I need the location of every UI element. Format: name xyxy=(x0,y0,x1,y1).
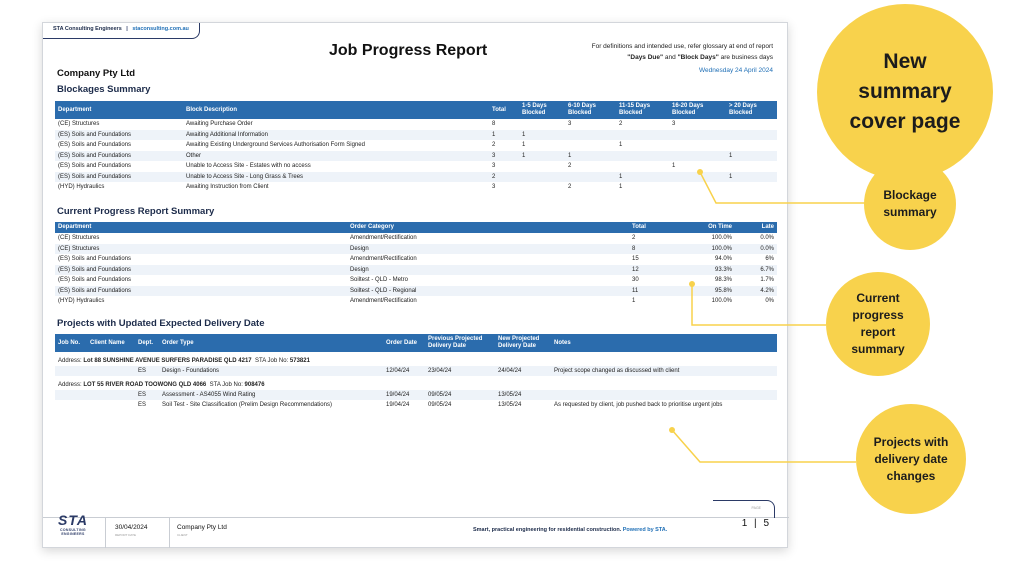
report-footer xyxy=(43,506,789,547)
table-cell: 2 xyxy=(632,235,636,242)
table-cell: 95.8% xyxy=(685,286,735,297)
table-cell: Other xyxy=(183,151,489,162)
footer-company: Company Pty Ltd xyxy=(177,524,227,531)
table-cell xyxy=(726,161,777,172)
blockages-title: Blockages Summary xyxy=(57,84,151,95)
table-cell: 19/04/24 xyxy=(386,402,410,408)
table-row xyxy=(55,296,777,307)
table-cell: 1 xyxy=(619,184,623,191)
table-cell: (HYD) Hydraulics xyxy=(58,298,105,305)
table-cell: 100.0% xyxy=(685,244,735,255)
table-cell: 98.3% xyxy=(714,277,732,284)
table-cell: Design xyxy=(347,244,629,255)
table-cell: 30 xyxy=(632,277,639,284)
table-cell: 2 xyxy=(568,163,572,170)
column-header: Order Date xyxy=(383,334,425,352)
table-cell: 3 xyxy=(492,184,496,191)
blockages-header-row xyxy=(55,101,777,119)
page-current: 1 xyxy=(741,518,750,529)
footer-company-label: CLIENT xyxy=(177,533,188,537)
table-cell: 6% xyxy=(765,256,774,263)
address-value: Lot 88 SUNSHINE AVENUE SURFERS PARADISE QLD 4217 xyxy=(83,358,252,364)
table-cell: 1 xyxy=(489,130,519,141)
table-cell: (ES) Soils and Foundations xyxy=(55,286,347,297)
table-cell: Awaiting Instruction from Client xyxy=(186,184,269,191)
blockage-summary-callout xyxy=(864,158,956,250)
table-cell: Design - Foundations xyxy=(159,366,383,376)
glossary-tail: are business days xyxy=(720,54,773,61)
table-cell: 13/05/24 xyxy=(495,390,551,400)
glossary-block-days: "Block Days" xyxy=(677,54,719,61)
table-cell xyxy=(55,390,87,400)
table-cell: (HYD) Hydraulics xyxy=(58,184,105,191)
table-cell: 2 xyxy=(619,121,623,128)
projects-header-row xyxy=(55,334,777,352)
glossary-line-1: For definitions and intended use, refer glossary at end of report xyxy=(591,43,773,50)
table-cell: Design xyxy=(347,265,629,276)
glossary-days-due: "Days Due" xyxy=(627,54,664,61)
column-header: Total xyxy=(629,222,685,233)
column-header: Job No. xyxy=(55,334,87,352)
table-cell: 09/05/24 xyxy=(428,402,452,408)
table-cell: (CE) Structures xyxy=(58,121,100,128)
firm-tag xyxy=(43,23,200,39)
table-cell xyxy=(669,182,726,193)
progress-title: Current Progress Report Summary xyxy=(57,206,215,217)
table-cell: 0% xyxy=(765,298,774,305)
table-cell: 1 xyxy=(726,151,777,162)
table-row xyxy=(55,265,777,276)
project-row xyxy=(55,366,777,376)
table-cell xyxy=(565,140,616,151)
table-cell: 12 xyxy=(629,265,685,276)
table-row xyxy=(55,286,777,297)
blockages-body xyxy=(55,119,777,193)
table-row xyxy=(55,182,777,193)
table-cell: 8 xyxy=(629,244,685,255)
table-cell: 19/04/24 xyxy=(383,390,425,400)
table-cell: Unable to Access Site - Long Grass & Trees xyxy=(183,172,489,183)
report-title: Job Progress Report xyxy=(329,42,488,59)
table-cell: ES xyxy=(135,366,159,376)
powered-by-text: Powered by STA. xyxy=(622,527,668,533)
table-cell: 15 xyxy=(632,256,639,263)
table-cell xyxy=(726,140,777,151)
table-cell xyxy=(726,119,777,130)
address-label: Address: xyxy=(58,382,82,388)
table-cell xyxy=(616,151,669,162)
table-cell: 1 xyxy=(616,172,669,183)
table-cell xyxy=(519,182,565,193)
table-cell: 6.7% xyxy=(735,265,777,276)
column-header: 16-20 Days Blocked xyxy=(669,101,726,119)
column-header: Department xyxy=(55,222,347,233)
table-cell: 1 xyxy=(672,163,676,170)
projects-table xyxy=(55,334,777,410)
table-row xyxy=(55,130,777,141)
table-cell: 12/04/24 xyxy=(383,366,425,376)
table-cell: 100.0% xyxy=(711,235,732,242)
column-header: Previous Projected Delivery Date xyxy=(425,334,495,352)
table-cell: 3 xyxy=(672,121,676,128)
progress-table xyxy=(55,222,777,307)
table-cell: Assessment - AS4055 Wind Rating xyxy=(159,390,383,400)
table-cell xyxy=(565,172,616,183)
table-row xyxy=(55,140,777,151)
page-total: 5 xyxy=(763,518,771,529)
blockages-table xyxy=(55,101,777,193)
table-cell: 94.0% xyxy=(714,256,732,263)
table-cell: 1 xyxy=(726,172,777,183)
table-cell: 23/04/24 xyxy=(425,366,495,376)
logo-text: STA xyxy=(58,512,88,528)
footer-date: 30/04/2024 xyxy=(115,524,148,531)
job-no-label: STA Job No: xyxy=(209,382,243,388)
table-cell: Soil Test - Site Classification (Prelim Design Recommendations) xyxy=(162,402,332,408)
table-cell: Project scope changed as discussed with client xyxy=(551,366,777,376)
table-cell xyxy=(669,130,726,141)
page-separator: | xyxy=(754,518,759,529)
table-cell: 8 xyxy=(492,121,496,128)
column-header: Notes xyxy=(551,334,777,352)
column-header: 6-10 Days Blocked xyxy=(565,101,616,119)
table-cell: Soiltest - QLD - Metro xyxy=(350,277,409,284)
table-cell: 1 xyxy=(522,142,526,149)
job-no-value: 908476 xyxy=(244,382,265,388)
table-cell xyxy=(726,182,777,193)
new-summary-callout-text: New summary cover page xyxy=(849,50,961,133)
delivery-changes-callout xyxy=(856,404,966,514)
table-cell: 3 xyxy=(489,151,519,162)
progress-body xyxy=(55,233,777,307)
table-cell: 1 xyxy=(565,151,616,162)
column-header: Department xyxy=(55,101,183,119)
table-cell: Awaiting Purchase Order xyxy=(186,121,253,128)
table-cell xyxy=(669,151,726,162)
column-header: > 20 Days Blocked xyxy=(726,101,777,119)
table-cell: ES xyxy=(138,402,147,408)
table-cell: Awaiting Additional Information xyxy=(183,130,489,141)
address-cell xyxy=(55,352,777,366)
table-cell: 1 xyxy=(619,142,623,149)
column-header: On Time xyxy=(685,222,735,233)
projects-body xyxy=(55,352,777,410)
progress-header-row xyxy=(55,222,777,233)
table-cell: 24/04/24 xyxy=(495,366,551,376)
table-cell xyxy=(551,390,777,400)
table-cell: 2 xyxy=(492,142,496,149)
table-row xyxy=(55,151,777,162)
table-cell: Awaiting Existing Underground Services Authorisation Form Signed xyxy=(186,142,365,149)
footer-tagline xyxy=(473,527,667,533)
address-row xyxy=(55,376,777,390)
table-cell: 09/05/24 xyxy=(425,390,495,400)
table-row xyxy=(55,119,777,130)
table-cell xyxy=(87,366,135,376)
footer-date-label: REPORT DATE xyxy=(115,533,137,537)
table-cell: (ES) Soils and Foundations xyxy=(55,172,183,183)
table-cell xyxy=(519,172,565,183)
column-header: New Projected Delivery Date xyxy=(495,334,551,352)
column-header: 1-5 Days Blocked xyxy=(519,101,565,119)
table-cell: Amendment/Rectification xyxy=(350,235,417,242)
table-cell xyxy=(519,119,565,130)
projects-title: Projects with Updated Expected Delivery Date xyxy=(57,318,265,329)
table-cell: 1 xyxy=(632,298,636,305)
table-cell: (ES) Soils and Foundations xyxy=(58,163,132,170)
table-cell: 1 xyxy=(519,130,565,141)
table-row xyxy=(55,244,777,255)
column-header: Order Type xyxy=(159,334,383,352)
new-summary-callout xyxy=(817,4,993,180)
job-no-label: STA Job No: xyxy=(254,358,289,364)
project-row xyxy=(55,390,777,400)
table-cell: 3 xyxy=(568,121,572,128)
table-cell: As requested by client, job pushed back to prioritise urgent jobs xyxy=(554,402,723,408)
footer-corner-frame xyxy=(713,500,775,518)
column-header: Dept. xyxy=(135,334,159,352)
table-cell xyxy=(669,172,726,183)
table-cell: (ES) Soils and Foundations xyxy=(55,265,347,276)
table-cell xyxy=(519,161,565,172)
column-header: Order Category xyxy=(347,222,629,233)
table-cell: Amendment/Rectification xyxy=(350,256,417,263)
blockage-callout-text: Blockage summary xyxy=(883,188,937,219)
table-cell: 2 xyxy=(489,172,519,183)
firm-website-link[interactable]: staconsulting.com.au xyxy=(132,26,189,32)
table-cell: ES xyxy=(135,390,159,400)
table-cell xyxy=(87,390,135,400)
report-page xyxy=(42,22,788,548)
table-cell: (ES) Soils and Foundations xyxy=(55,130,183,141)
page-label: PAGE xyxy=(751,506,761,510)
table-cell xyxy=(565,130,616,141)
job-no-value: 573821 xyxy=(289,358,310,364)
table-cell: (ES) Soils and Foundations xyxy=(58,256,132,263)
table-cell xyxy=(726,130,777,141)
table-cell: (ES) Soils and Foundations xyxy=(55,151,183,162)
table-cell: 11 xyxy=(629,286,685,297)
table-cell: 3 xyxy=(492,163,496,170)
table-cell: 4.2% xyxy=(735,286,777,297)
table-row xyxy=(55,172,777,183)
glossary-and: and xyxy=(664,54,676,61)
sta-logo xyxy=(55,512,91,536)
footer-divider xyxy=(105,518,106,548)
column-header: Late xyxy=(735,222,777,233)
report-date: Wednesday 24 April 2024 xyxy=(699,67,773,74)
table-cell: (CE) Structures xyxy=(55,244,347,255)
table-row xyxy=(55,254,777,265)
table-cell: Unable to Access Site - Estates with no access xyxy=(186,163,311,170)
address-label: Address: xyxy=(58,358,82,364)
page-number xyxy=(742,518,771,529)
table-cell xyxy=(87,400,135,410)
table-cell: (ES) Soils and Foundations xyxy=(58,277,132,284)
address-row xyxy=(55,352,777,366)
table-cell xyxy=(669,140,726,151)
table-cell: (CE) Structures xyxy=(58,235,100,242)
table-cell xyxy=(616,161,669,172)
table-cell: Amendment/Rectification xyxy=(350,298,417,305)
column-header: Block Description xyxy=(183,101,489,119)
table-cell: 93.3% xyxy=(685,265,735,276)
firm-name: STA Consulting Engineers xyxy=(53,26,122,32)
column-header: Client Name xyxy=(87,334,135,352)
table-cell: 1 xyxy=(519,151,565,162)
glossary-note xyxy=(543,41,773,63)
table-cell: (ES) Soils and Foundations xyxy=(58,142,132,149)
table-cell xyxy=(55,400,87,410)
delivery-changes-callout-text: Projects with delivery date changes xyxy=(873,434,949,483)
tagline-text: Smart, practical engineering for residential construction. xyxy=(473,527,622,533)
table-cell: 0.0% xyxy=(735,244,777,255)
table-cell: 1.7% xyxy=(760,277,774,284)
table-cell: 0.0% xyxy=(760,235,774,242)
column-header: 11-15 Days Blocked xyxy=(616,101,669,119)
firm-separator: | xyxy=(126,26,128,32)
current-progress-callout-text: Current progress report summary xyxy=(851,291,905,356)
column-header: Total xyxy=(489,101,519,119)
table-row xyxy=(55,275,777,286)
glossary-line-2 xyxy=(543,52,773,63)
table-cell xyxy=(616,130,669,141)
table-cell xyxy=(55,366,87,376)
company-name: Company Pty Ltd xyxy=(57,68,136,79)
project-row xyxy=(55,400,777,410)
table-cell: 13/05/24 xyxy=(498,402,522,408)
table-row xyxy=(55,161,777,172)
address-cell xyxy=(55,376,777,390)
current-progress-callout xyxy=(826,272,930,376)
logo-subtext: CONSULTING ENGINEERS xyxy=(60,528,86,536)
table-cell: Soiltest - QLD - Regional xyxy=(347,286,629,297)
table-cell: 2 xyxy=(568,184,572,191)
table-cell: 100.0% xyxy=(711,298,732,305)
address-value: LOT 55 RIVER ROAD TOOWONG QLD 4066 xyxy=(83,382,207,388)
footer-divider xyxy=(169,518,170,548)
table-row xyxy=(55,233,777,244)
